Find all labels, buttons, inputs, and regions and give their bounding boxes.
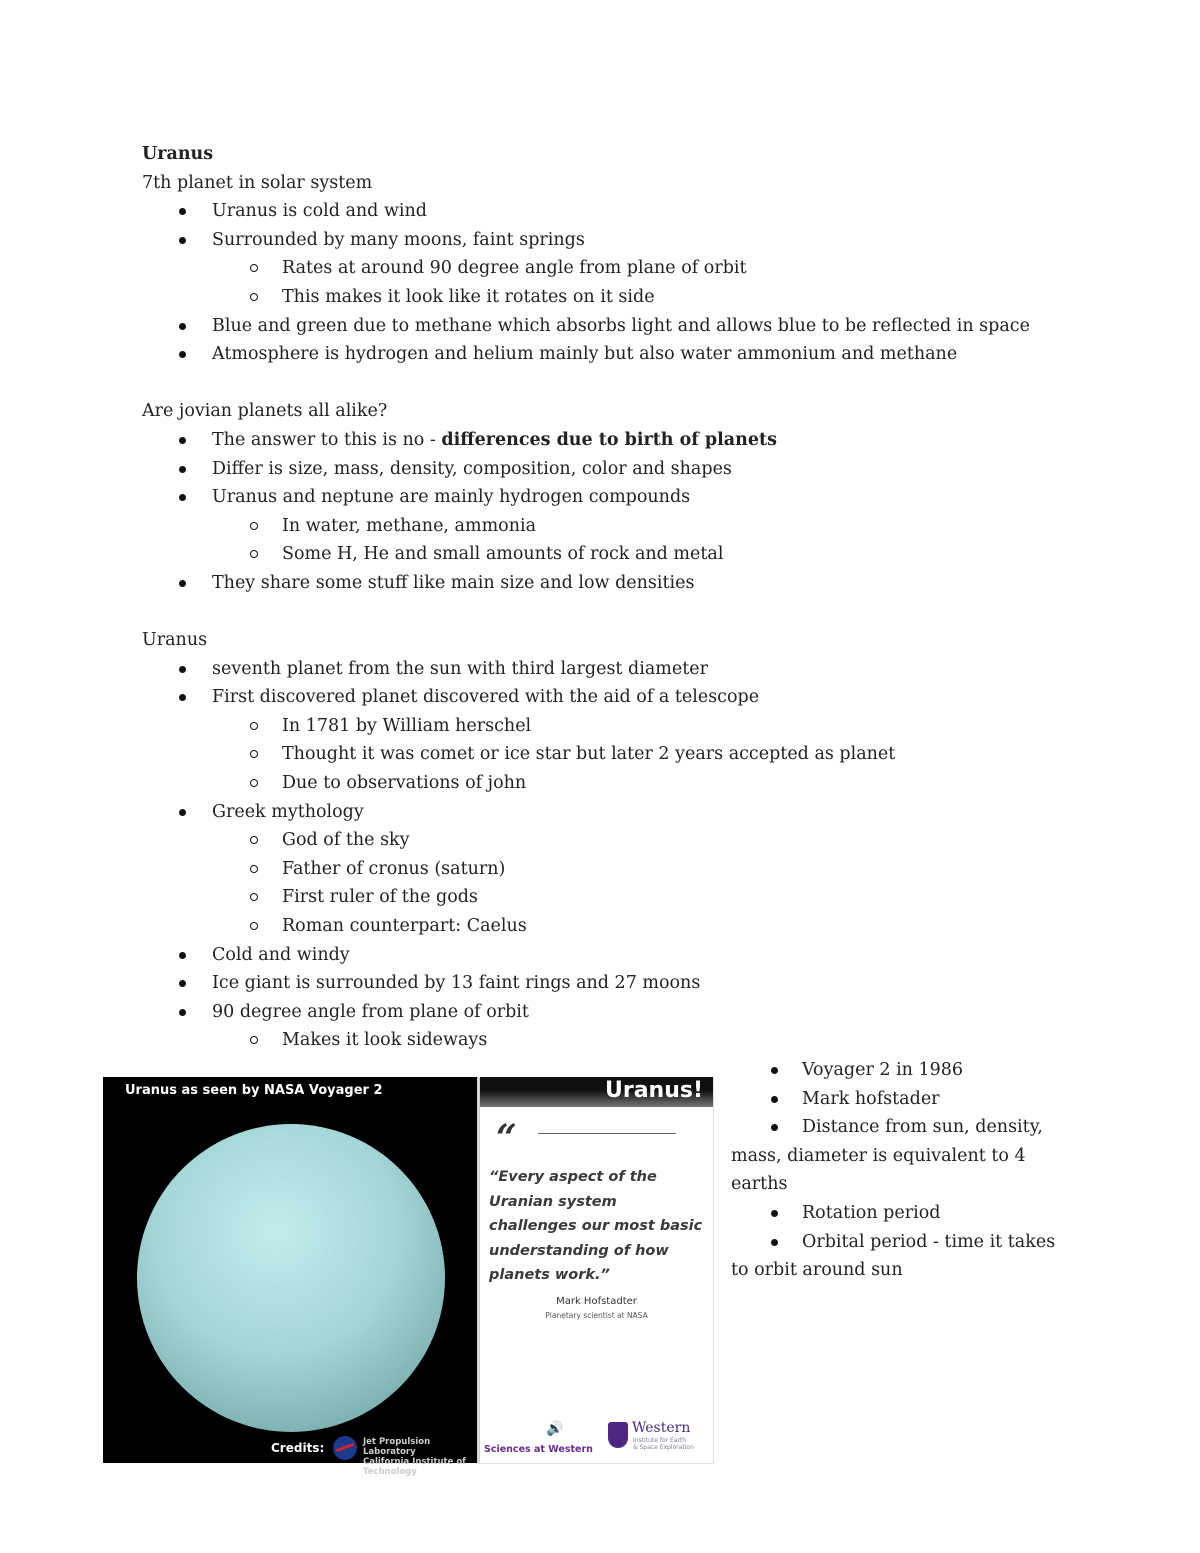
answer-prefix: The answer to this is no - [212,429,442,450]
list-item: Cold and windy [142,941,1122,970]
sub-list-item: Makes it look sideways [142,1026,1122,1055]
quote-panel-title: Uranus! [604,1078,703,1103]
list-item: Surrounded by many moons, faint springs [142,226,1122,255]
sub-list-item: This makes it look like it rotates on it side [142,283,1122,312]
sub-list-item: Rates at around 90 degree angle from plane of orbit [142,254,1122,283]
list-item [142,426,1122,455]
list-item: Uranus is cold and wind [142,197,1122,226]
list-item: They share some stuff like main size and low densities [142,569,1122,598]
list-item: Atmosphere is hydrogen and helium mainly but also water ammonium and methane [142,340,1122,369]
western-shield-icon [608,1422,628,1448]
sub-list-item: Father of cronus (saturn) [142,855,1122,884]
list-item: Blue and green due to methane which absorbs light and allows blue to be reflected in space [142,312,1122,341]
section-subtitle: 7th planet in solar system [142,172,373,193]
side-notes [731,1056,1071,1285]
quote-mark-icon: “ [496,1117,517,1159]
sub-list-item: In water, methane, ammonia [142,512,1122,541]
jpl-line1: Jet Propulsion Laboratory [363,1437,431,1457]
list-item: Ice giant is surrounded by 13 faint rings and 27 moons [142,969,1122,998]
list-item: seventh planet from the sun with third largest diameter [142,655,1122,684]
list-item: 90 degree angle from plane of orbit [142,998,1122,1027]
list-item: Voyager 2 in 1986 [731,1056,1071,1085]
western-sub-line1: Institute for Earth [633,1437,687,1444]
sub-list-item: Due to observations of john [142,769,1122,798]
sub-list-item: First ruler of the gods [142,883,1122,912]
quote-panel [477,1077,714,1464]
sub-list-item: Roman counterpart: Caelus [142,912,1122,941]
list-item-continuation: mass, diameter is equivalent to 4 [731,1145,1026,1166]
quote-panel-header [480,1077,713,1107]
list-item-continuation: earths [731,1174,788,1195]
sub-list-item: God of the sky [142,826,1122,855]
sub-list-item: In 1781 by William herschel [142,712,1122,741]
section-title-jovian: Are jovian planets all alike? [142,401,388,422]
section-title-uranus-2: Uranus [142,630,208,651]
western-logo-subtext [633,1437,694,1451]
western-logo-text: Western [632,1420,691,1436]
list-item: Greek mythology [142,798,1122,827]
uranus-figure [103,1077,710,1477]
figure-caption: Uranus as seen by NASA Voyager 2 [125,1083,383,1098]
western-sub-line2: & Space Exploration [633,1444,694,1451]
quote-author-role: Planetary scientist at NASA [545,1311,648,1320]
list-item: Uranus and neptune are mainly hydrogen compounds [142,483,1122,512]
list-item: First discovered planet discovered with the aid of a telescope [142,683,1122,712]
nasa-logo-icon [333,1436,357,1460]
document-body [142,140,1122,1055]
spacer [142,369,1122,398]
list-item: Rotation period [731,1199,1071,1228]
credits-label: Credits: [271,1441,325,1455]
spacer [142,598,1122,627]
list-item: Mark hofstader [731,1085,1071,1114]
quote-author: Mark Hofstadter [556,1296,637,1307]
answer-emphasis: differences due to birth of planets [441,429,777,450]
list-item: Orbital period - time it takes [731,1228,1071,1257]
jpl-credit [363,1437,477,1477]
voyager-image-panel [103,1077,477,1477]
uranus-planet-image [103,1077,477,1463]
sub-list-item: Some H, He and small amounts of rock and metal [142,540,1122,569]
list-item: Differ is size, mass, density, composition, color and shapes [142,455,1122,484]
sciences-at-western-label: Sciences at Western [484,1444,593,1455]
sub-list-item: Thought it was comet or ice star but later 2 years accepted as planet [142,740,1122,769]
speaker-icon: 🔊 [546,1421,564,1437]
quote-text: “Every aspect of the Uranian system challenges our most basic understanding of how planets work.” [489,1169,703,1283]
section-title-uranus: Uranus [142,144,214,164]
jpl-line2: California Institute of Technology [363,1457,466,1477]
list-item: Distance from sun, density, [731,1113,1071,1142]
list-item-continuation: to orbit around sun [731,1260,903,1281]
divider [538,1133,676,1134]
